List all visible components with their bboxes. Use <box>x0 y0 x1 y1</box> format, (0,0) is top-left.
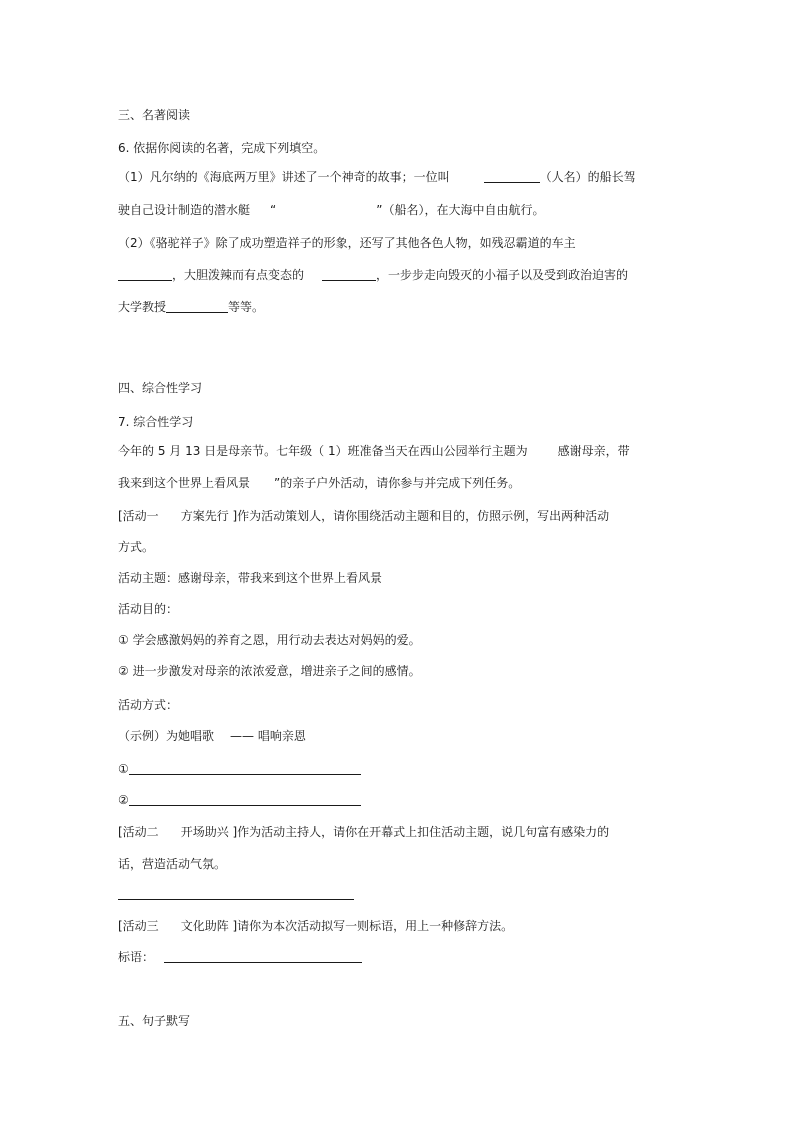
question-7-stem: 7. 综合性学习 <box>118 415 194 429</box>
activity-mode-answer-1 <box>118 761 361 777</box>
question-6-part-2-line-2 <box>118 267 628 283</box>
activity-1-text: 方案先行 ]作为活动策划人，请你围绕活动主题和目的，仿照示例，写出两种活动 <box>180 509 610 523</box>
question-6-part-2-line-1: （2）《骆驼祥子》除了成功塑造祥子的形象，还写了其他各色人物，如残忍霸道的车主 <box>118 236 576 250</box>
q6-p2-text-e: 等等。 <box>228 300 265 314</box>
activity-2-text: 开场助兴 ]作为活动主持人，请你在开幕式上扣住活动主题，说几句富有感染力的 <box>180 825 610 839</box>
answer-1-blank[interactable] <box>129 762 361 775</box>
activity-2-label: [活动二 <box>118 825 159 839</box>
q6-p2-text-c: ，一步步走向毁灭的小福子以及受到政治迫害的 <box>376 268 629 282</box>
q6-p1-text-b: （人名）的船长驾 <box>539 170 636 184</box>
q7-intro-b: 感谢母亲，带 <box>557 444 630 458</box>
question-6-stem: 6. 依据你阅读的名著，完成下列填空。 <box>118 141 326 155</box>
activity-1-label: [活动一 <box>118 509 159 523</box>
section-3-heading: 三、名著阅读 <box>118 108 191 122</box>
activity-2-line-1 <box>118 824 609 840</box>
activity-purpose-2: ② 进一步激发对母亲的浓浓爱意，增进亲子之间的感情。 <box>118 664 421 678</box>
q6-p1-open-quote: “ <box>270 203 277 217</box>
slogan-label: 标语： <box>118 950 155 964</box>
section-5-heading: 五、句子默写 <box>118 1014 191 1028</box>
q7-intro-a: 今年的 5 月 13 日是母亲节。七年级（ 1）班准备当天在西山公园举行主题为 <box>118 444 528 458</box>
answer-2-blank[interactable] <box>129 793 361 806</box>
q6-p1-text-c: 驶自己设计制造的潜水艇 <box>118 203 251 217</box>
character-blank[interactable] <box>322 268 376 281</box>
activity-2-answer-line[interactable] <box>118 899 354 900</box>
question-6-part-2-line-3 <box>118 299 264 315</box>
q6-p1-text-a: （1）凡尔纳的《海底两万里》讲述了一个神奇的故事；一位叫 <box>118 170 450 184</box>
car-owner-blank[interactable] <box>118 268 172 281</box>
professor-blank[interactable] <box>166 300 228 313</box>
section-4-heading: 四、综合性学习 <box>118 381 203 395</box>
example-text-b: —— 唱响亲恩 <box>230 729 306 743</box>
captain-name-blank[interactable] <box>484 170 540 183</box>
question-6-part-1-line-2 <box>118 202 544 218</box>
activity-mode-label: 活动方式： <box>118 698 179 712</box>
example-text-a: （示例）为她唱歌 <box>118 729 215 743</box>
q6-p2-text-b: ，大胆泼辣而有点变态的 <box>172 268 305 282</box>
activity-1-line-2: 方式。 <box>118 540 155 554</box>
activity-theme: 活动主题：感谢母亲，带我来到这个世界上看风景 <box>118 571 383 585</box>
q6-p2-text-d: 大学教授 <box>118 300 167 314</box>
slogan-line <box>118 949 362 965</box>
question-6-part-1-line-1 <box>118 169 636 185</box>
slogan-blank[interactable] <box>164 950 362 963</box>
answer-2-marker: ② <box>118 793 129 807</box>
q7-intro-d: ”的亲子户外活动，请你参与并完成下列任务。 <box>274 476 521 490</box>
question-7-intro-line-1 <box>118 443 630 459</box>
activity-3-line-1 <box>118 918 513 934</box>
activity-mode-example <box>118 728 306 744</box>
activity-2-line-2: 话，营造活动气氛。 <box>118 857 227 871</box>
q6-p1-text-e: ”（船名），在大海中自由航行。 <box>376 203 545 217</box>
activity-purpose-1: ① 学会感激妈妈的养育之恩，用行动去表达对妈妈的爱。 <box>118 633 421 647</box>
activity-mode-answer-2 <box>118 792 361 808</box>
question-7-intro-line-2 <box>118 475 520 491</box>
activity-purpose-label: 活动目的： <box>118 602 179 616</box>
activity-3-text: 文化助阵 ]请你为本次活动拟写一则标语，用上一种修辞方法。 <box>180 919 514 933</box>
answer-1-marker: ① <box>118 762 129 776</box>
activity-3-label: [活动三 <box>118 919 159 933</box>
activity-1-line-1 <box>118 508 609 524</box>
q7-intro-c: 我来到这个世界上看风景 <box>118 476 251 490</box>
